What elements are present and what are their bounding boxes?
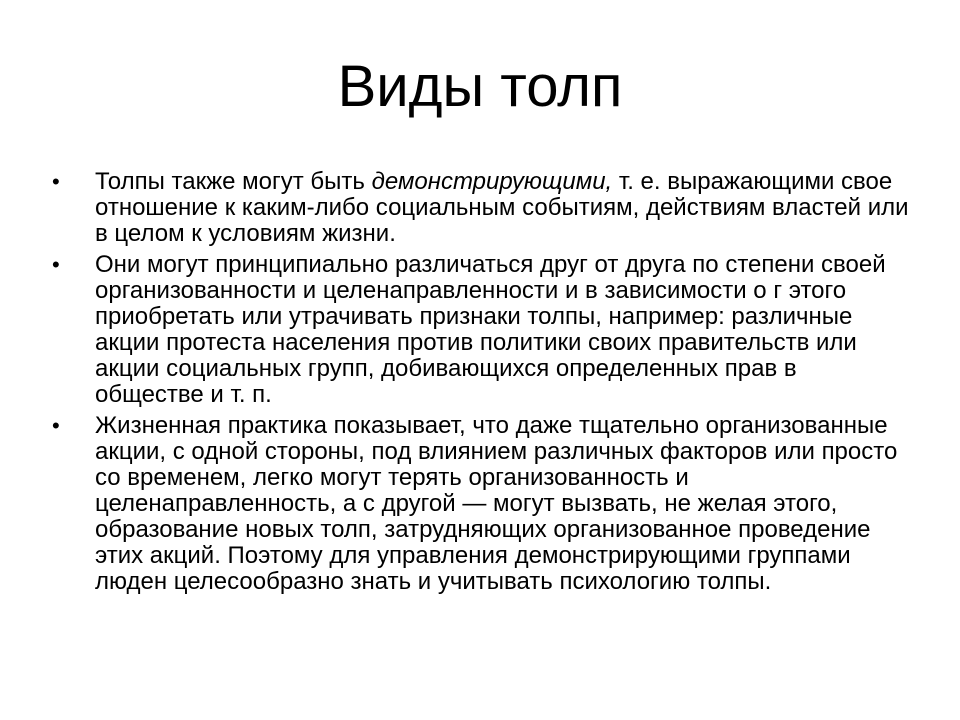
- bullet-text-1: [95, 168, 909, 247]
- bullet-text-3: Жизненная практика показывает, что даже тщательно организованные акции, с одной стороны, под влиянием различных факторов или просто со временем, легко могут терять организованность и целенаправленность, а с другой — могут вызвать, не желая этого, образование новых толп, затрудняющих организованное проведение этих акций. Поэтому для управления демонстрирующими группами люден целесообразно знать и учитывать психологию толпы.: [95, 412, 898, 595]
- bullet-icon: •: [52, 413, 60, 438]
- bullet-item-2: [52, 252, 912, 408]
- bullet-text-1-after: т. е. выражающими свое отношение к каким-либо социальным событиям, действиям властей или в целом к условиям жизни.: [95, 168, 909, 247]
- bullet-text-1-before: Толпы также могут быть: [95, 168, 372, 195]
- bullet-text-1-emphasis: демонстрирующими,: [371, 168, 613, 195]
- bullet-text-2: Они могут принципиально различаться друг от друга по степени своей организованности и целенаправленности и в зависимости о г этого приобретать или утрачивать признаки толпы, например: различные акции протеста населения против политики своих правительств или акции социальных групп, добивающихся определенных прав в обществе и т. п.: [95, 251, 886, 408]
- bullet-icon: •: [52, 252, 60, 277]
- bullet-icon: •: [52, 169, 60, 194]
- bullet-list: [52, 169, 912, 600]
- bullet-item-3: [52, 413, 912, 595]
- slide-title: Виды толп: [337, 54, 623, 119]
- bullet-item-1: [52, 169, 912, 247]
